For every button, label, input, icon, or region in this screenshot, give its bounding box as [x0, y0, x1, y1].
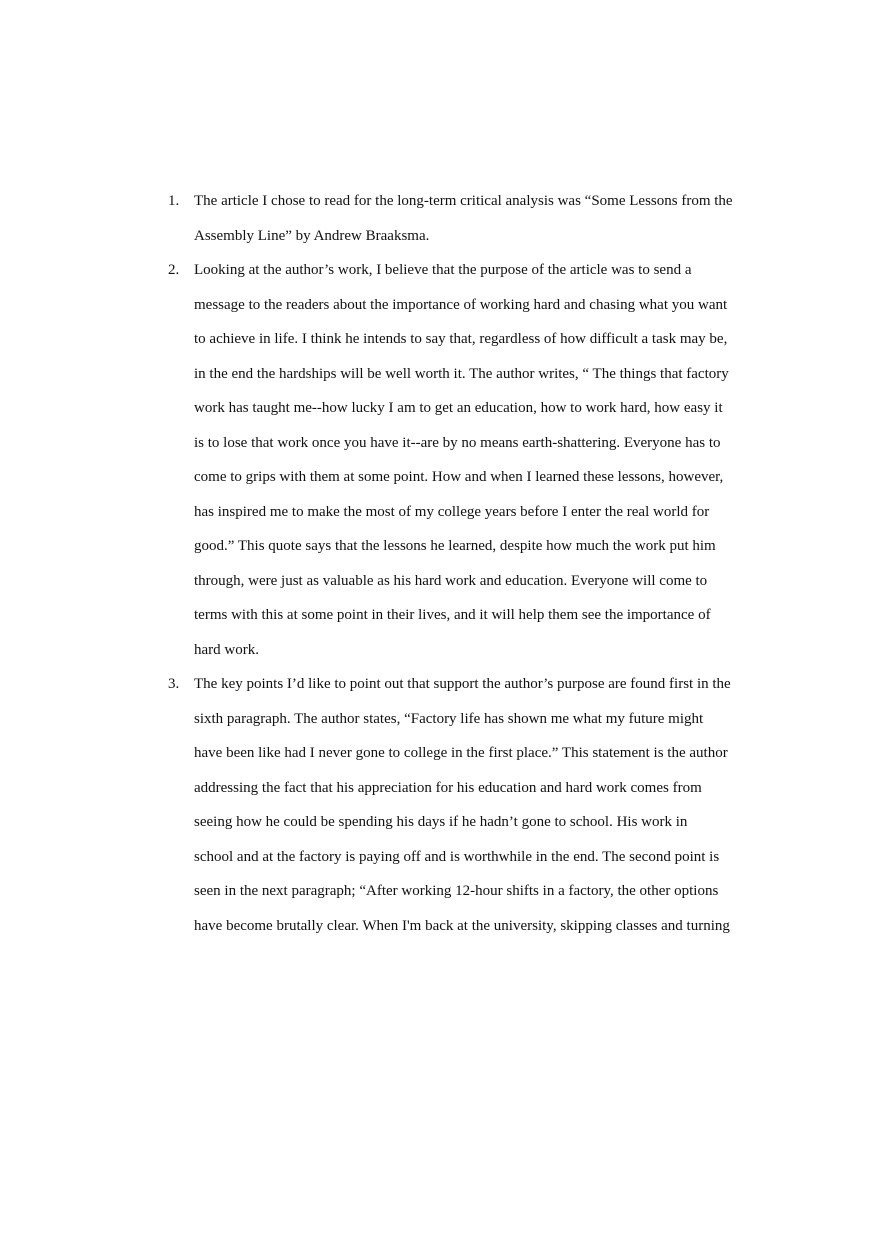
text-line: has inspired me to make the most of my college years before I enter the real world for — [194, 503, 710, 520]
text-line: come to grips with them at some point. How and when I learned these lessons, however, — [194, 469, 724, 485]
text-line: through, were just as valuable as his hard work and education. Everyone will come to — [194, 572, 708, 589]
text-line: The article I chose to read for the long-term critical analysis was “Some Lessons from the — [194, 193, 733, 209]
text-line: addressing the fact that his appreciation for his education and hard work comes from — [194, 779, 702, 796]
text-line: in the end the hardships will be well worth it. The author writes, “ The things that factory — [194, 365, 729, 382]
text-line: Assembly Line” by Andrew Braaksma. — [194, 227, 430, 244]
text-line: Looking at the author’s work, I believe that the purpose of the article was to send a — [194, 262, 692, 278]
text-line: hard work. — [194, 641, 259, 658]
text-line: have become brutally clear. When I'm back at the university, skipping classes and turning — [194, 917, 730, 934]
list-item — [168, 184, 738, 253]
text-line: sixth paragraph. The author states, “Factory life has shown me what my future might — [194, 710, 704, 727]
list-item — [168, 253, 738, 667]
text-line: message to the readers about the importance of working hard and chasing what you want — [194, 296, 728, 313]
text-line: to achieve in life. I think he intends to say that, regardless of how difficult a task may be, — [194, 331, 728, 347]
text-line: The key points I’d like to point out that support the author’s purpose are found first in the — [194, 676, 731, 692]
list-item-number: 3. — [168, 676, 180, 692]
text-line: have been like had I never gone to college in the first place.” This statement is the author — [194, 745, 728, 761]
list-item-number: 1. — [168, 193, 180, 209]
text-line: seen in the next paragraph; “After working 12-hour shifts in a factory, the other options — [194, 883, 719, 899]
text-line: seeing how he could be spending his days if he hadn’t gone to school. His work in — [194, 814, 688, 830]
numbered-list — [168, 184, 738, 943]
text-line: terms with this at some point in their lives, and it will help them see the importance of — [194, 607, 711, 623]
text-line: is to lose that work once you have it--are by no means earth-shattering. Everyone has to — [194, 434, 721, 451]
list-item-number: 2. — [168, 262, 180, 278]
text-line: school and at the factory is paying off and is worthwhile in the end. The second point is — [194, 848, 720, 865]
text-line: work has taught me--how lucky I am to get an education, how to work hard, how easy it — [194, 400, 723, 416]
list-item — [168, 667, 738, 943]
text-line: good.” This quote says that the lessons he learned, despite how much the work put him — [194, 538, 716, 554]
